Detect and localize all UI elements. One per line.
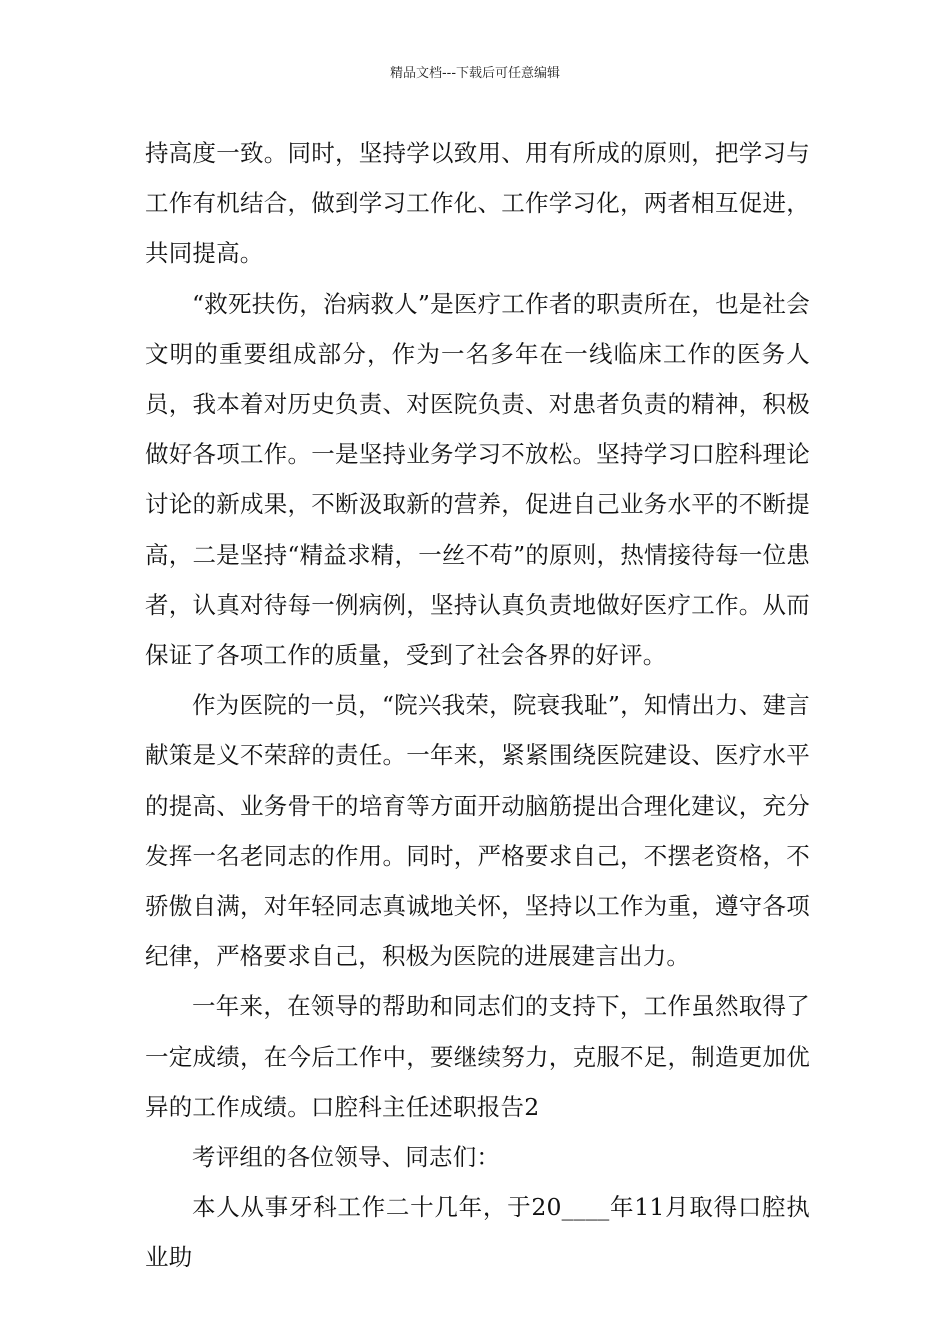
paragraph-6: 本人从事牙科工作二十几年，于20____年11月取得口腔执业助 — [145, 1193, 810, 1272]
page-header: 精品文档---下载后可任意编辑 — [389, 66, 561, 81]
paragraph-3: 作为医院的一员，“院兴我荣，院衰我耻”，知情出力、建言献策是义不荣辞的责任。一年来，紧紧围绕医院建设、医疗水平的提高、业务骨干的培育等方面开动脑筋提出合理化建议，充分发挥一名老同志的作用。同时，严格要求自己，不摆老资格，不骄傲自满，对年轻同志真诚地关怀，坚持以工作为重，遵守各项纪律，严格要求自己，积极为医院的进展建言出力。 — [145, 691, 810, 971]
paragraph-1: 持高度一致。同时，坚持学以致用、用有所成的原则，把学习与工作有机结合，做到学习工作化、工作学习化，两者相互促进，共同提高。 — [145, 139, 810, 268]
paragraph-5: 考评组的各位领导、同志们： — [192, 1143, 501, 1172]
paragraph-4: 一年来，在领导的帮助和同志们的支持下，工作虽然取得了一定成绩，在今后工作中，要继续努力，克服不足，制造更加优异的工作成绩。口腔科主任述职报告2 — [145, 992, 810, 1121]
paragraph-2: “救死扶伤，治病救人”是医疗工作者的职责所在，也是社会文明的重要组成部分，作为一名多年在一线临床工作的医务人员，我本着对历史负责、对医院负责、对患者负责的精神，积极做好各项工作。一是坚持业务学习不放松。坚持学习口腔科理论讨论的新成果，不断汲取新的营养，促进自己业务水平的不断提高，二是坚持“精益求精，一丝不苟”的原则，热情接待每一位患者，认真对待每一例病例，坚持认真负责地做好医疗工作。从而保证了各项工作的质量，受到了社会各界的好评。 — [145, 289, 810, 670]
document-body — [145, 128, 810, 1283]
